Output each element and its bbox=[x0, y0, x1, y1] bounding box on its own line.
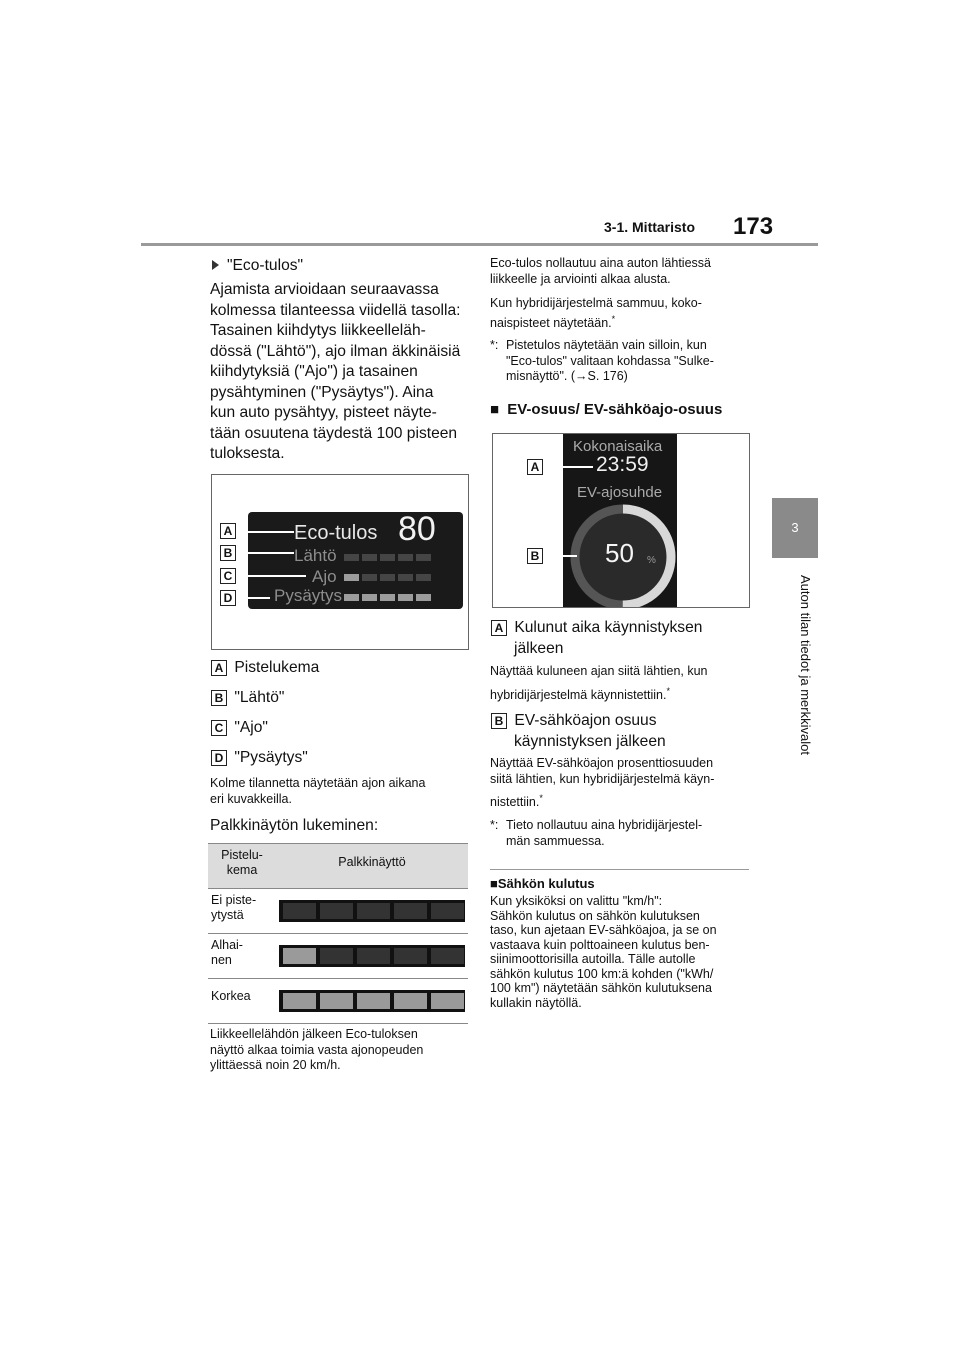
ev-legend-a: A Kulunut aika käynnistyksen jälkeen bbox=[491, 618, 702, 659]
section-title: 3-1. Mittaristo bbox=[604, 219, 696, 235]
eco-figure bbox=[211, 474, 469, 650]
bar-segment bbox=[357, 903, 390, 919]
callout-c: C bbox=[220, 568, 236, 584]
table-row: Ei piste- ytystä bbox=[208, 889, 468, 934]
page-number: 173 bbox=[733, 213, 774, 240]
bar-segment bbox=[283, 993, 316, 1009]
bar-reading-table bbox=[208, 843, 468, 1024]
eco-screen-score: 80 bbox=[398, 510, 436, 548]
bar-segment bbox=[357, 993, 390, 1009]
eco-intro: Ajamista arvioidaan seuraavassa kolmessa tilanteessa viidellä tasolla: Tasainen kiihdytys liikkeelleläh- dössä ("Lähtö"), ajo ilman äkkinäisiä kiihdytyksiä ("Ajo") ja tasainen pysähtyminen ("Pysäytys"). Aina kun auto pysähtyy, pisteet näyte- tään osuutena täydestä 100 pisteen tuloksesta. bbox=[210, 281, 461, 462]
header-rule bbox=[141, 243, 818, 246]
square-bullet-icon: ■ bbox=[490, 401, 500, 418]
divider bbox=[490, 869, 749, 870]
bar-segment bbox=[283, 903, 316, 919]
bar-segment bbox=[357, 948, 390, 964]
eco-screen-title: Eco-tulos bbox=[294, 522, 378, 544]
triangle-bullet-icon bbox=[212, 260, 219, 270]
legend-c: C "Ajo" bbox=[211, 718, 268, 739]
eco-note: Kolme tilannetta näytetään ajon aikana eri kuvakkeilla. bbox=[210, 776, 426, 806]
square-bullet-icon: ■ bbox=[490, 876, 498, 891]
chapter-tab: 3 bbox=[772, 498, 818, 558]
bar-segment bbox=[431, 903, 464, 919]
ev-b-desc: Näyttää EV-sähköajon prosenttiosuuden siitä lähtien, kun hybridijärjestelmä käyn- nistettiin.* bbox=[490, 756, 715, 810]
header-score: Pistelu- kema bbox=[208, 844, 276, 889]
legend-b: B "Lähtö" bbox=[211, 688, 284, 709]
ev-a-desc: Näyttää kuluneen ajan siitä lähtien, kun hybridijärjestelmä käynnistettiin.* bbox=[490, 664, 708, 702]
ev-figure bbox=[492, 433, 750, 608]
ev-legend-b: B EV-sähköajon osuus käynnistyksen jälkeen bbox=[491, 711, 666, 752]
eco-screen-start: Lähtö bbox=[294, 546, 337, 565]
header-bar: Palkkinäyttö bbox=[276, 844, 468, 889]
bar-low bbox=[279, 945, 465, 967]
callout-d: D bbox=[220, 590, 236, 606]
bar-segment bbox=[394, 903, 427, 919]
eco-after-note: Liikkeellelähdön jälkeen Eco-tuloksen näyttö alkaa toimia vasta ajonopeuden ylittäessä noin 20 km/h. bbox=[210, 1027, 424, 1072]
eco-screen-stop: Pysäytys bbox=[274, 586, 343, 605]
callout-a: A bbox=[220, 523, 236, 539]
power-heading: ■Sähkön kulutus bbox=[490, 876, 595, 891]
table-header-row bbox=[208, 844, 468, 889]
ratio-unit: % bbox=[647, 555, 656, 566]
legend-a: A Pistelukema bbox=[211, 658, 319, 679]
bar-segment bbox=[320, 948, 353, 964]
callout-b: B bbox=[220, 545, 236, 561]
total-value: 23:59 bbox=[596, 453, 649, 476]
bar-segment bbox=[320, 903, 353, 919]
ev-callout-a: A bbox=[527, 459, 543, 475]
ev-callout-b: B bbox=[527, 548, 543, 564]
power-text: Kun yksiköksi on valittu "km/h": Sähkön kulutus on sähkön kulutuksen taso, kun ajetaan EV-sähköajoa, ja se on vastaava kuin polttoaineen kulutus ben- siinimoottorisilla autoilla. Tälle autolle sähkön kulutus 100 km:ä kohden ("kWh/ 100 km") näytetään sähkön kulutuksena kullakin näytöllä. bbox=[490, 894, 717, 1010]
bar-segment bbox=[320, 993, 353, 1009]
callout-lines bbox=[212, 475, 468, 649]
bar-segment bbox=[394, 948, 427, 964]
footnote: *: Pistetulos näytetään vain silloin, kun "Eco-tulos" valitaan kohdassa "Sulke- misnäyttö". (→S. 176) bbox=[490, 338, 714, 383]
ev-b-footnote: *: Tieto nollautuu aina hybridijärjestel- män sammuessa. bbox=[490, 818, 703, 848]
ratio-value: 50 bbox=[605, 538, 634, 568]
bar-segment bbox=[394, 993, 427, 1009]
total-label: Kokonaisaika bbox=[573, 438, 663, 455]
hybrid-off-note: Kun hybridijärjestelmä sammuu, koko- naispisteet näytetään.* bbox=[490, 296, 702, 330]
ev-heading: ■ EV-osuus/ EV-sähköajo-osuus bbox=[490, 401, 723, 418]
ratio-label: EV-ajosuhde bbox=[577, 484, 663, 501]
legend-d: D "Pysäytys" bbox=[211, 748, 308, 769]
table-title: Palkkinäytön lukeminen: bbox=[210, 817, 379, 834]
table-row: Korkea bbox=[208, 979, 468, 1024]
bar-high bbox=[279, 990, 465, 1012]
chapter-title: Auton tilan tiedot ja merkkivalot bbox=[798, 575, 813, 755]
eco-heading: "Eco-tulos" bbox=[212, 256, 303, 277]
table-row: Alhai- nen bbox=[208, 934, 468, 979]
bar-segment bbox=[431, 993, 464, 1009]
reset-note: Eco-tulos nollautuu aina auton lähtiessä liikkeelle ja arviointi alkaa alusta. bbox=[490, 256, 711, 286]
bar-none bbox=[279, 900, 465, 922]
eco-screen-drive: Ajo bbox=[312, 567, 337, 586]
bar-segment bbox=[431, 948, 464, 964]
bar-segment bbox=[283, 948, 316, 964]
